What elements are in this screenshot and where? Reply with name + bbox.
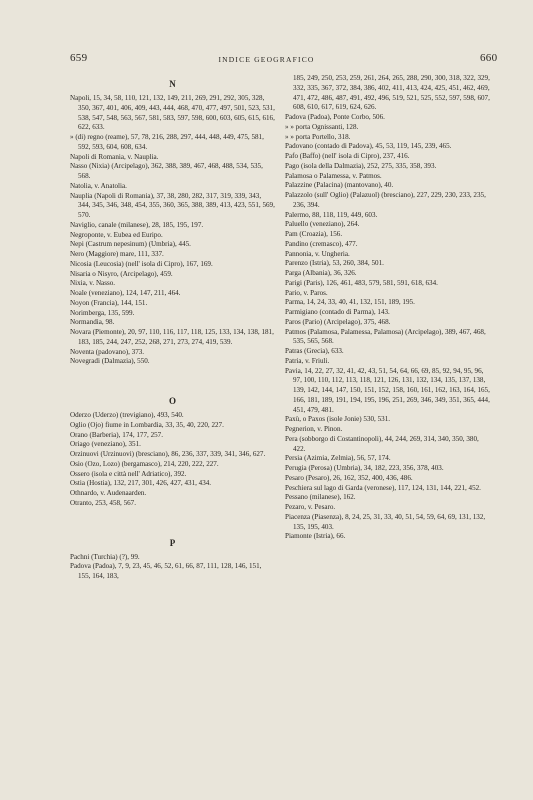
index-entry: Parga (Albania), 36, 326. — [285, 269, 357, 277]
index-entry: Padova (Padoa), 7, 9, 23, 45, 46, 52, 61, 66, 87, 111, 128, 146, 151, 155, 164, 183, — [70, 562, 262, 580]
index-entry: » » porta Ognissanti, 128. — [285, 122, 359, 131]
index-entry: Patria, v. Friuli. — [285, 356, 330, 365]
index-entry: Orano (Barberia), 174, 177, 257. — [70, 430, 163, 439]
left-page-number: 659 — [70, 52, 88, 64]
index-entry: Persia (Azimia, Zelmia), 56, 57, 174. — [285, 454, 391, 463]
index-entry: Pavia, 14, 22, 27, 32, 41, 42, 43, 51, 54, 64, 66, 69, 85, 92, 94, 95, 96, 97, 100, 110, 112, 113, 118, 121, 126, 131, 132, 134, 135, 137, 138, 139, 142, 144, 147, 150, 151, 152, 158, 160, 161, 162, 163, 164, 165, 166, 181, 189, 191, 194, 195, 196, 251, 269, 346, 349, 351, 365, 444, 451, 479, 481. — [285, 366, 490, 414]
index-entry: » (di) regno (reame), 57, 78, 216, 288, 297, 444, 448, 449, 475, 581, 592, 593, 604, 608, 634. — [70, 133, 264, 151]
index-entry: Naviglio, canale (milanese), 28, 185, 195, 197. — [70, 220, 204, 229]
index-entry: Paluello (veneziano), 264. — [285, 220, 360, 229]
index-entry: Padova (Padoa), Ponte Corbo, 506. — [285, 113, 385, 121]
index-entry: Piamonte (Istria), 66. — [285, 532, 346, 541]
index-entry: Perugia (Perosa) (Umbria), 34, 182, 223, 356, 378, 403. — [285, 464, 444, 472]
index-entry: Palermo, 88, 118, 119, 449, 603. — [285, 210, 378, 219]
index-entry: Natolia, v. Anatolia. — [70, 181, 127, 190]
index-entry: Oriago (veneziano), 351. — [70, 440, 141, 449]
section-letter-heading: P — [169, 537, 176, 548]
index-entry: Norimberga, 135, 599. — [70, 308, 135, 317]
index-entry: Nisaria o Nisyro, (Arcipelago), 459. — [70, 269, 173, 278]
index-entry: Padovano (contado di Padova), 45, 53, 119, 145, 239, 465. — [285, 142, 452, 151]
index-entry: Pandino (cremasco), 477. — [285, 239, 358, 248]
index-entry: Napoli di Romania, v. Nauplia. — [70, 152, 159, 161]
index-entry: Pannonia, v. Ungheria. — [285, 249, 350, 258]
index-entry: Pesaro (Pesaro), 26, 162, 352, 400, 436, 486. — [285, 473, 413, 482]
index-entry: Patmos (Palamosa, Palamessa, Palamosa) (Arcipelago), 389, 467, 468, 535, 565, 568. — [285, 327, 486, 346]
index-entry: Normandia, 98. — [70, 318, 115, 327]
index-entry: Novegradi (Dalmazia), 550. — [70, 357, 150, 366]
index-entry: » » porta Portello, 318. — [285, 132, 351, 141]
index-entry: Pessano (milanese), 162. — [285, 493, 356, 502]
section-letter-heading: N — [169, 79, 176, 89]
index-entry: Palazzine (Palacina) (mantovano), 40. — [285, 181, 394, 190]
index-entry: Noyon (Francia), 144, 151. — [70, 298, 148, 307]
index-entry-continuation: 185, 249, 250, 253, 259, 261, 264, 265, 288, 290, 300, 318, 322, 329, 332, 335, 367, 372, 384, 386, 402, 411, 413, 424, 425, 451, 462, 469, 471, 472, 486, 487, 491, 492, 496, 519, 521, 525, 552, 597, 598, 607, 608, 610, 617, 619, 624, 626. — [293, 74, 490, 112]
index-entry: Negroponte, v. Eubea ed Euripo. — [70, 230, 163, 239]
index-entry: Pago (isola della Dalmazia), 252, 275, 335, 358, 393. — [285, 161, 437, 170]
index-entry: Paxù, o Paxos (isole Jonie) 530, 531. — [285, 415, 391, 424]
index-entry: Otranto, 253, 458, 567. — [70, 498, 137, 507]
index-entry: Oderzo (Uderzo) (trevigiano), 493, 540. — [70, 411, 184, 419]
section-spacer — [70, 509, 275, 533]
index-entry: Napoli, 15, 34, 58, 110, 121, 132, 149, 211, 269, 291, 292, 305, 328, 350, 367, 401, 406, 409, 443, 444, 468, 470, 477, 497, 501, 523, 531, 538, 547, 548, 563, 567, 581, 583, 597, 598, 600, 603, 605, 615, 616, 622, 633. — [70, 94, 275, 132]
index-entry: Nicosia (Leucosia) (nell' isola di Cipro), 167, 169. — [70, 259, 213, 268]
index-entry: Ossero (isola e città nell' Adriatico), 392. — [70, 469, 187, 478]
index-entry: Osio (Ozo, Lozo) (bergamasco), 214, 220, 222, 227. — [70, 459, 219, 468]
right-index-column — [285, 74, 490, 542]
index-entry: Paros (Pario) (Arcipelago), 375, 468. — [285, 317, 391, 326]
index-entry: Pezaro, v. Pesaro. — [285, 503, 336, 511]
index-entry: Peschiera sul lago di Garda (veronese), 117, 124, 131, 144, 221, 452. — [285, 483, 481, 492]
right-page-number: 660 — [480, 52, 498, 64]
running-title: INDICE GEOGRAFICO — [218, 55, 315, 64]
index-entry: Nepi (Castrum nepesinum) (Umbria), 445. — [70, 240, 191, 249]
index-entry: Nixia, v. Nasso. — [70, 279, 116, 288]
left-index-column — [70, 74, 275, 582]
index-entry: Pafo (Baffo) (nell' isola di Cipro), 237, 416. — [285, 152, 410, 160]
index-entry: Pam (Croazia), 156. — [285, 230, 343, 238]
index-entry: Noale (veneziano), 124, 147, 211, 464. — [70, 289, 181, 297]
index-entry: Parenzo (Istria), 53, 260, 384, 501. — [285, 259, 384, 268]
index-entry: Palazzolo (sull' Oglio) (Palazuol) (bresciano), 227, 229, 230, 233, 235, 236, 394. — [285, 191, 486, 209]
index-entry: Ostia (Hostia), 132, 217, 301, 426, 427, 431, 434. — [70, 479, 212, 488]
index-entry: Pario, v. Paros. — [285, 288, 328, 297]
index-entry: Parma, 14, 24, 33, 40, 41, 132, 151, 189, 195. — [285, 298, 415, 307]
section-spacer — [70, 367, 275, 391]
index-entry: Piacenza (Piasenza), 8, 24, 25, 31, 33, 40, 51, 54, 59, 64, 69, 131, 132, 135, 195, 403. — [285, 512, 486, 531]
index-entry: Noventa (padovano), 373. — [70, 347, 145, 356]
index-entry: Novara (Piemonte), 20, 97, 110, 116, 117, 118, 125, 133, 134, 138, 181, 183, 185, 244, 247, 252, 268, 271, 273, 274, 419, 539. — [70, 328, 274, 346]
index-entry: Pera (sobborgo di Costantinopoli), 44, 244, 269, 314, 340, 350, 380, 422. — [285, 434, 479, 453]
index-entry: Othnardo, v. Audenaarden. — [70, 489, 147, 497]
index-entry: Oglio (Ojo) fiume in Lombardia, 33, 35, 40, 220, 227. — [70, 420, 224, 429]
index-entry: Pegnerion, v. Pinon. — [285, 425, 343, 433]
section-letter-heading: O — [168, 396, 176, 406]
index-entry: Parmigiano (contado di Parma), 143. — [285, 308, 390, 316]
index-entry: Nasso (Nixia) (Arcipelago), 362, 388, 389, 467, 468, 488, 534, 535, 568. — [70, 162, 263, 180]
index-entry: Orzinuovi (Urzinuovi) (bresciano), 86, 236, 337, 339, 341, 346, 627. — [70, 450, 266, 458]
index-entry: Nauplia (Napoli di Romania), 37, 38, 280, 282, 317, 319, 339, 343, 344, 345, 346, 348, 454, 355, 360, 365, 388, 389, 413, 423, 551, 569, 570. — [70, 191, 275, 219]
index-entry: Pachni (Turchia) (?), 99. — [70, 552, 140, 561]
index-entry: Palamosa o Palamessa, v. Patmos. — [285, 171, 382, 180]
index-entry: Nero (Maggiore) mare, 111, 337. — [70, 250, 164, 258]
index-entry: Patras (Grecia), 633. — [285, 347, 344, 355]
index-entry: Parigi (Paris), 126, 461, 483, 579, 581, 591, 618, 634. — [285, 278, 438, 287]
